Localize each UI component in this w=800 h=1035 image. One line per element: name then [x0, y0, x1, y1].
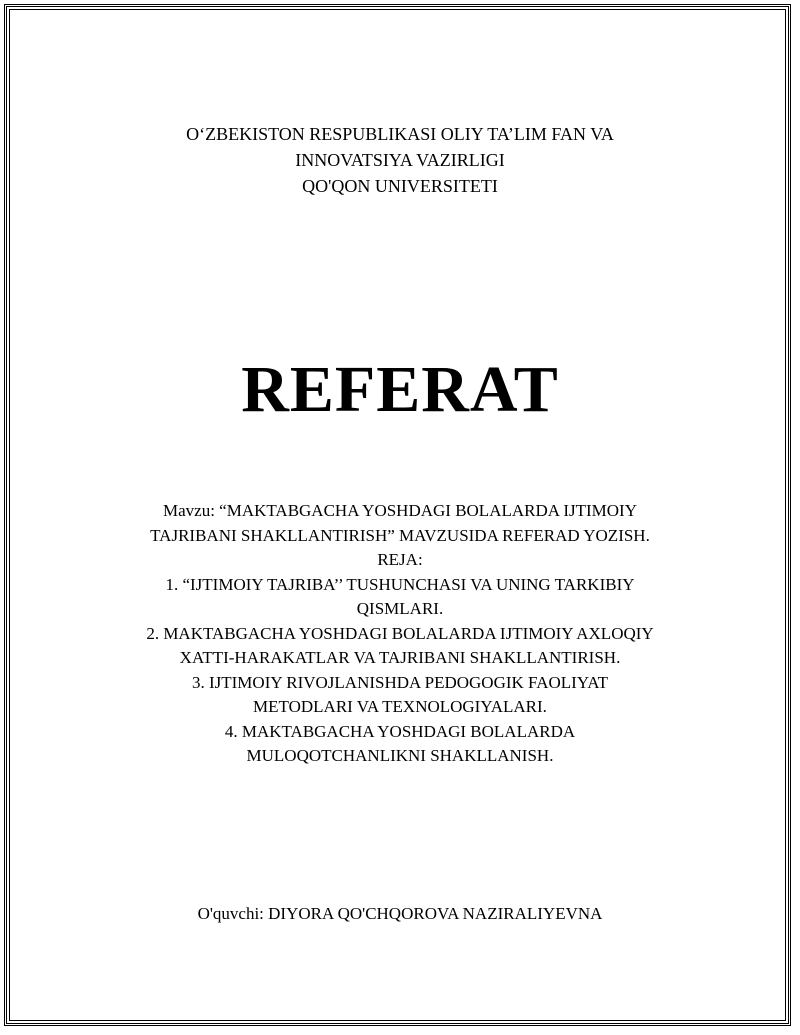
header-line: O‘ZBEKISTON RESPUBLIKASI OLIY TA’LIM FAN VA [186, 124, 614, 144]
topic-block [0, 499, 800, 769]
plan-item: 4. MAKTABGACHA YOSHDAGI BOLALARDA [224, 721, 576, 741]
plan-item: 1. “IJTIMOIY TAJRIBA’’ TUSHUNCHASI VA UNING TARKIBIY [165, 574, 635, 594]
topic-line: Mavzu: “MAKTABGACHA YOSHDAGI BOLALARDA IJTIMOIY [163, 501, 637, 520]
plan-item: 2. MAKTABGACHA YOSHDAGI BOLALARDA IJTIMOIY AXLOQIY [146, 623, 654, 643]
plan-item: MULOQOTCHANLIKNI SHAKLLANISH. [246, 746, 554, 765]
plan-item: QISMLARI. [356, 599, 444, 618]
ministry-header [0, 121, 800, 199]
plan-heading: REJA: [377, 550, 423, 569]
topic-line: TAJRIBANI SHAKLLANTIRISH” MAVZUSIDA REFERAD YOZISH. [150, 525, 650, 545]
plan-item: METODLARI VA TEXNOLOGIYALARI. [253, 697, 547, 716]
university-name: QO'QON UNIVERSITETI [302, 176, 498, 196]
plan-item: 3. IJTIMOIY RIVOJLANISHDA PEDOGOGIK FAOLIYAT [191, 672, 608, 692]
header-line: INNOVATSIYA VAZIRLIGI [295, 150, 505, 170]
student-name: O'quvchi: DIYORA QO'CHQOROVA NAZIRALIYEVNA [197, 904, 603, 923]
plan-item: XATTI-HARAKATLAR VA TAJRIBANI SHAKLLANTIRISH. [179, 648, 621, 667]
document-title: REFERAT [241, 353, 559, 426]
